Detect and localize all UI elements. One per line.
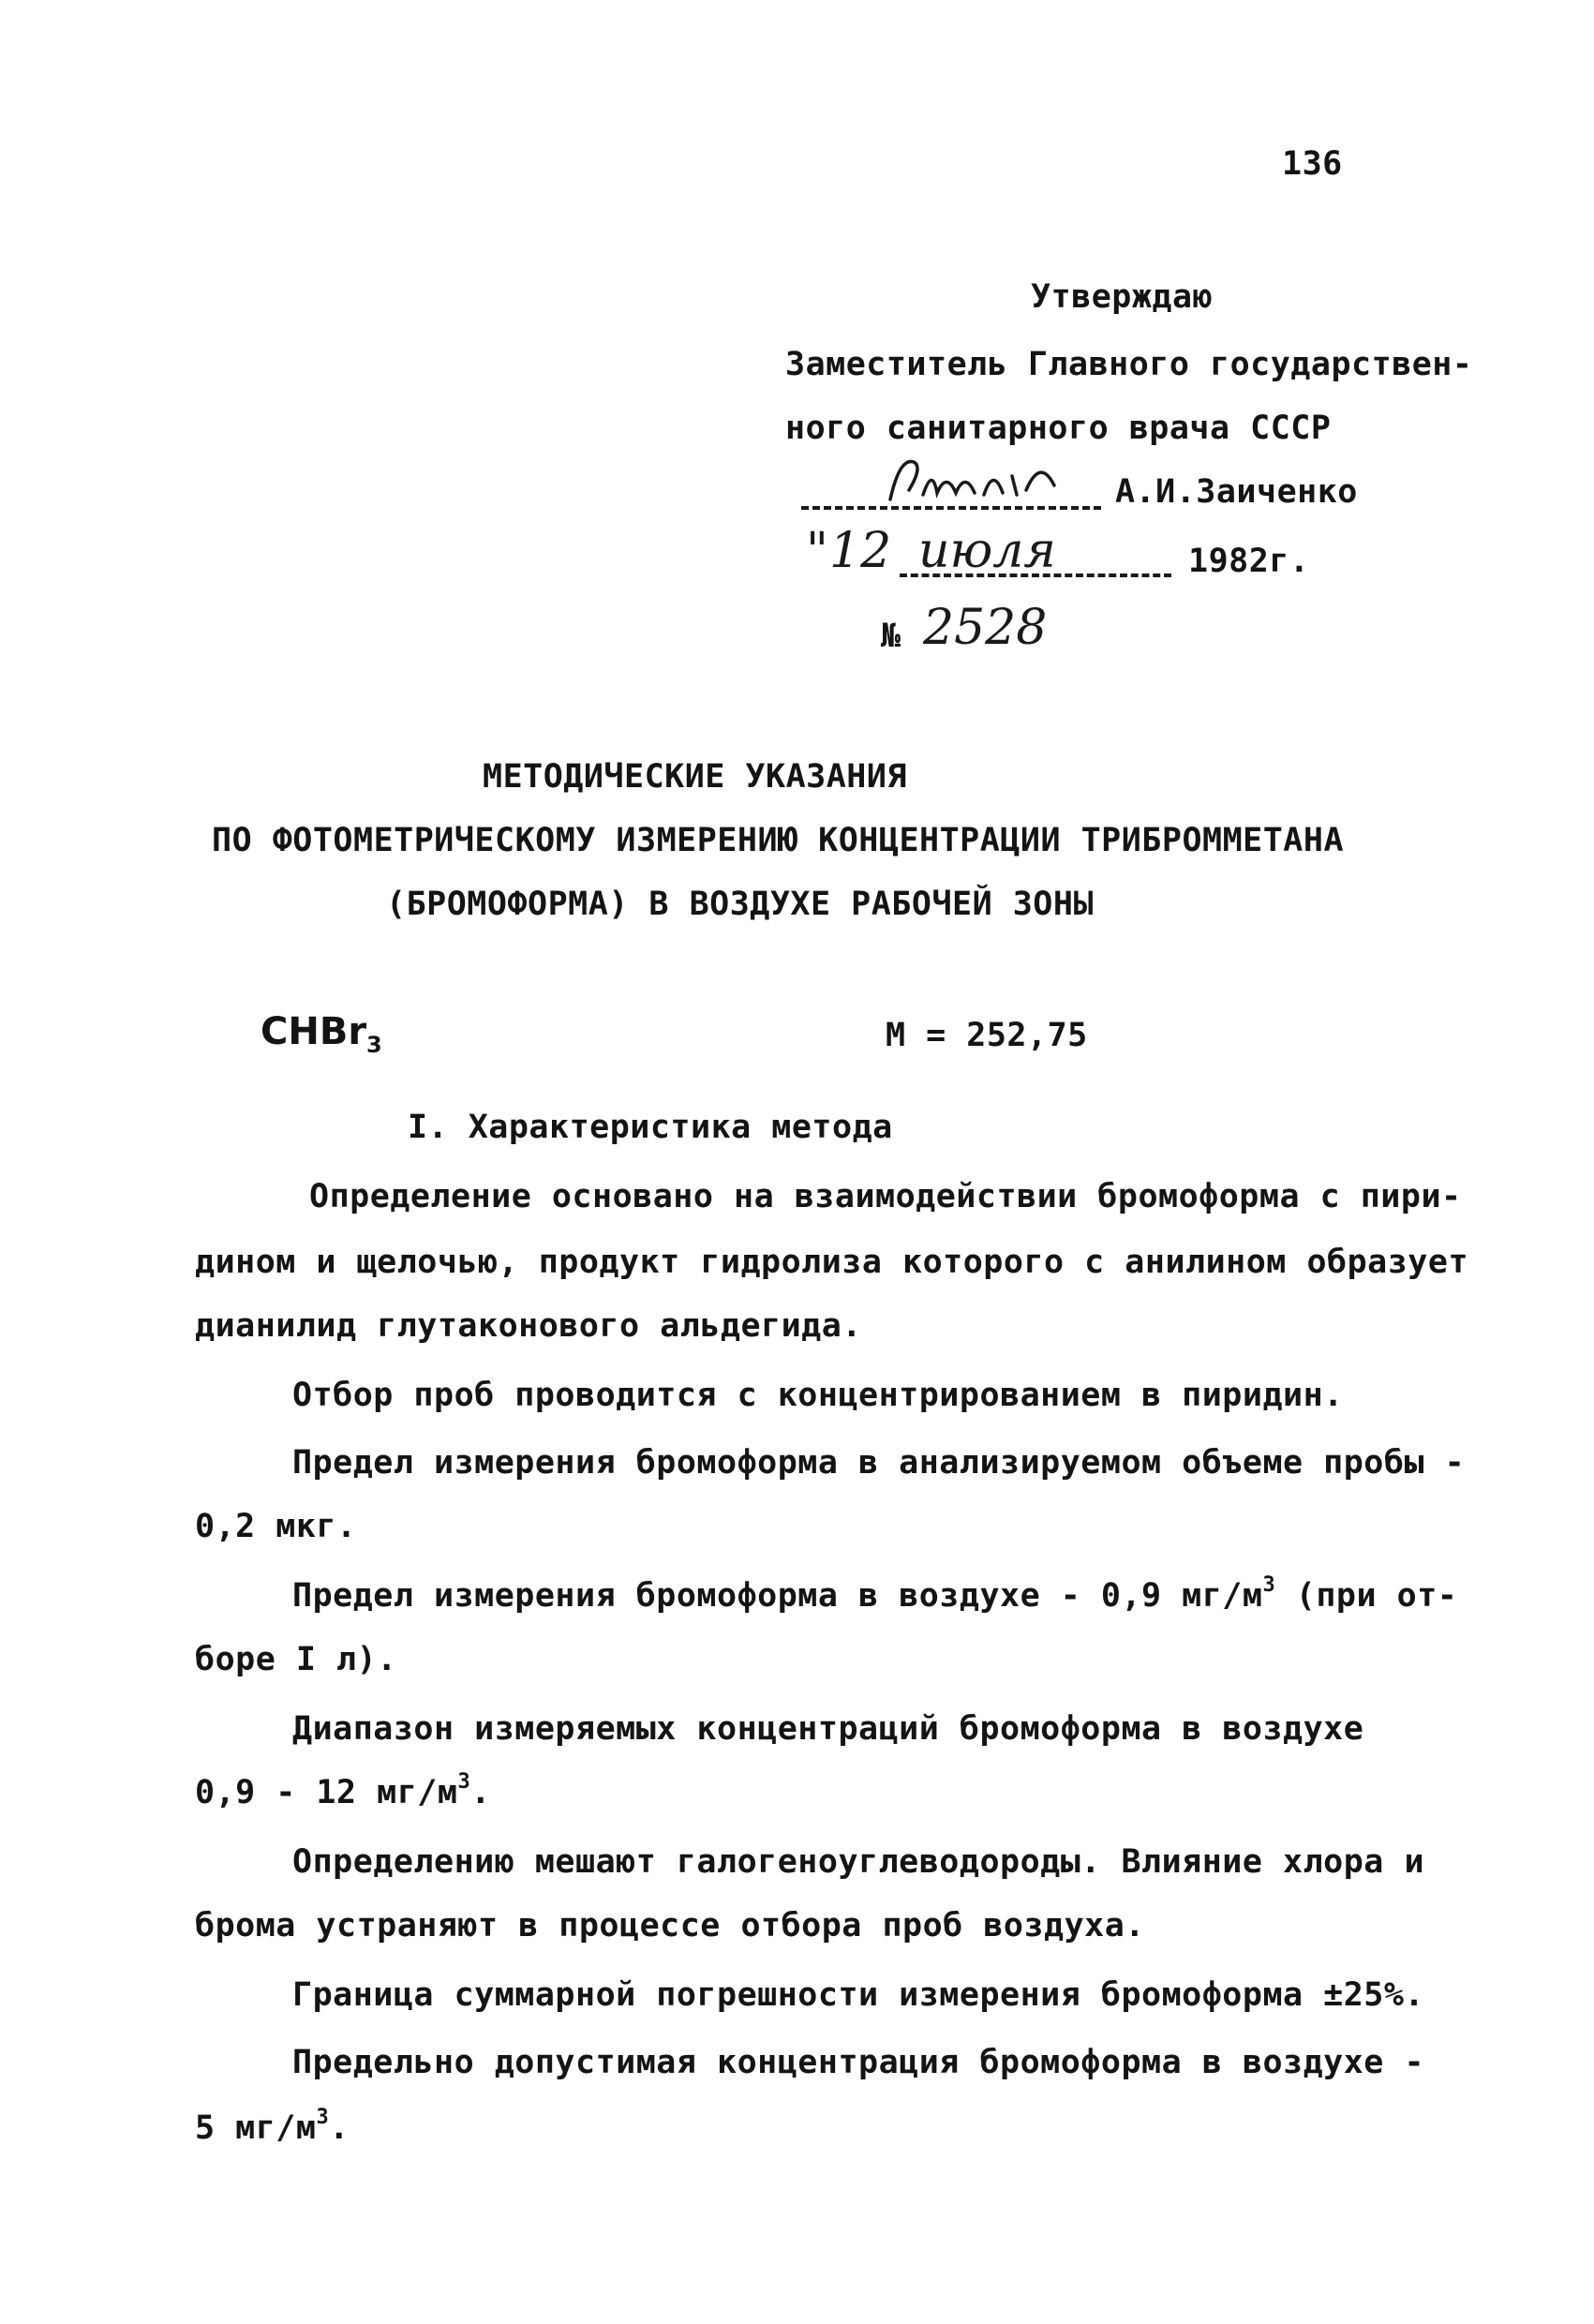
p4-text-a: Предел измерения бромоформа в воздухе - 0,9 мг/м <box>292 1577 1263 1615</box>
paragraph6-line1: Определению мешают галогеноуглеводороды. Влияние хлора и <box>292 1843 1425 1881</box>
number-sign: № <box>881 618 901 655</box>
paragraph6-line2: брома устраняют в процессе отбора проб воздуха. <box>195 1907 1145 1944</box>
paragraph1-line2: дином и щелочью, продукт гидролиза которого с анилином образует <box>195 1244 1469 1281</box>
paragraph2: Отбор проб проводится с концентрированием в пиридин. <box>292 1377 1344 1414</box>
approval-position-line1: Заместитель Главного государствен- <box>785 346 1473 383</box>
paragraph1-line3: дианилид глутаконового альдегида. <box>195 1307 862 1345</box>
date-day: 12 <box>829 523 892 579</box>
chemical-formula <box>261 1010 382 1058</box>
p8-end: . <box>329 2109 350 2147</box>
paragraph1-line1: Определение основано на взаимодействии бромоформа с пири- <box>309 1178 1462 1215</box>
formula-main: CHBr <box>261 1010 367 1053</box>
p4-sup: 3 <box>1262 1573 1276 1597</box>
approver-name: А.И.Заиченко <box>1115 473 1358 511</box>
paragraph3-line2: 0,2 мкг. <box>195 1508 357 1545</box>
paragraph8-line2 <box>195 2106 350 2147</box>
paragraph4-line2: боре I л). <box>195 1641 397 1678</box>
title-line1: МЕТОДИЧЕСКИЕ УКАЗАНИЯ <box>483 758 908 796</box>
paragraph5-line1: Диапазон измеряемых концентраций бромоформа в воздухе <box>292 1710 1364 1748</box>
date-month: июля <box>918 523 1056 579</box>
approval-position-line2: ного санитарного врача СССР <box>785 410 1332 447</box>
approval-heading: Утверждаю <box>1031 278 1214 316</box>
formula-subscript: 3 <box>366 1032 382 1058</box>
title-line3: (БРОМОФОРМА) В ВОЗДУХЕ РАБОЧЕЙ ЗОНЫ <box>386 886 1095 923</box>
section-heading: I. Характеристика метода <box>408 1109 893 1146</box>
handwritten-signature <box>881 448 1068 514</box>
paragraph8-line1: Предельно допустимая концентрация бромоформа в воздухе - <box>292 2044 1425 2081</box>
paragraph7: Граница суммарной погрешности измерения бромоформа ±25%. <box>292 1976 1425 2014</box>
molar-mass: M = 252,75 <box>886 1017 1088 1054</box>
p8-text: 5 мг/м <box>195 2109 317 2147</box>
p5-text: 0,9 - 12 мг/м <box>195 1774 458 1811</box>
p5-sup: 3 <box>457 1770 471 1794</box>
date-quote: " <box>806 523 828 579</box>
p8-sup: 3 <box>316 2106 330 2129</box>
paragraph3-line1: Предел измерения бромоформа в анализируемом объеме пробы - <box>292 1444 1466 1482</box>
paragraph4-line1 <box>292 1573 1458 1615</box>
p4-text-b: (при от- <box>1275 1577 1458 1615</box>
p5-end: . <box>470 1774 491 1811</box>
date-year: 1982г. <box>1188 543 1310 580</box>
title-line2: ПО ФОТОМЕТРИЧЕСКОМУ ИЗМЕРЕНИЮ КОНЦЕНТРАЦИИ ТРИБРОММЕТАНА <box>212 822 1345 859</box>
document-number: 2528 <box>923 600 1048 656</box>
page-number: 136 <box>1282 145 1343 183</box>
paragraph5-line2 <box>195 1770 491 1811</box>
